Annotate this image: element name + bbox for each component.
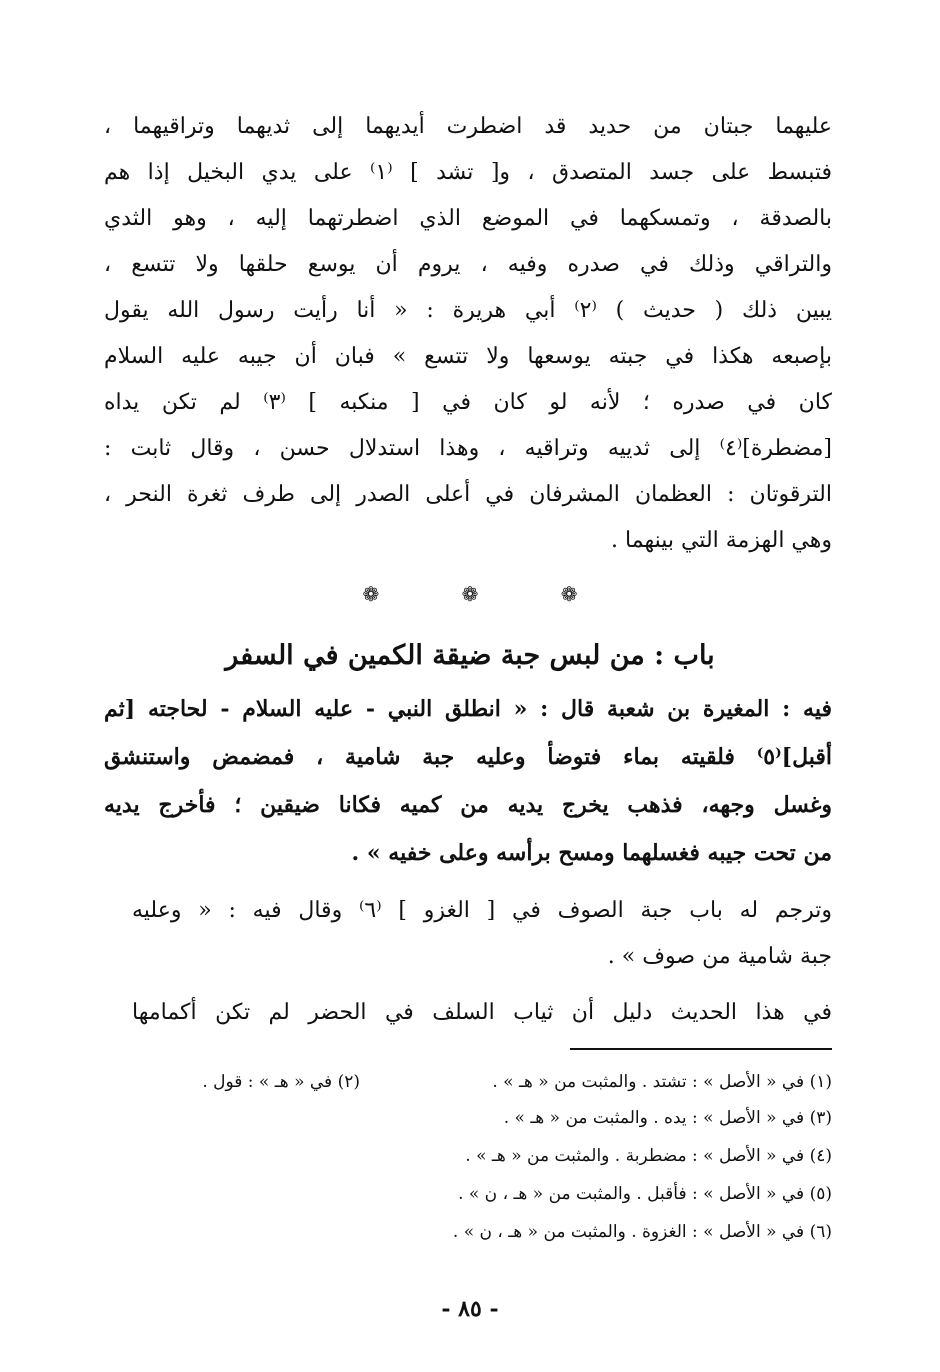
flower-ornament-icon: ❁ — [461, 582, 479, 606]
body-line: فتبسط على جسد المتصدق ، و[ تشد ] ⁽١⁾ على يدي البخيل إذا هم — [104, 160, 832, 185]
body-line: بإصبعه هكذا في جبته يوسعها ولا تتسع » فبان أن جيبه عليه السلام — [104, 344, 832, 369]
body-line: بالصدقة ، وتمسكهما في الموضع الذي اضطرتهما إليه ، وهو الثدي — [104, 206, 832, 231]
footnote: (٦) في « الأصل » : الغزوة . والمثبت من « هـ ، ن » . — [452, 1222, 832, 1242]
footnote: (١) في « الأصل » : تشتد . والمثبت من « هـ » . — [492, 1072, 832, 1092]
body-line: وهي الهزمة التي بينهما . — [611, 528, 832, 553]
body-line: جبة شامية من صوف » . — [607, 944, 832, 969]
footnote: (٣) في « الأصل » : يده . والمثبت من « هـ » . — [503, 1108, 832, 1128]
footnote: (٥) في « الأصل » : فأقبل . والمثبت من « هـ ، ن » . — [458, 1184, 832, 1204]
body-line: عليهما جبتان من حديد قد اضطرت أيديهما إلى ثديهما وتراقيهما ، — [104, 114, 832, 139]
body-line: يبين ذلك ( حديث ) ⁽٢⁾ أبي هريرة : « أنا رأيت رسول الله يقول — [104, 298, 832, 323]
flower-ornament-icon: ❁ — [560, 582, 578, 606]
body-line: والتراقي وذلك في صدره وفيه ، يروم أن يوسع حلقها ولا تتسع ، — [104, 252, 832, 277]
section-title: باب : من لبس جبة ضيقة الكمين في السفر — [225, 640, 715, 671]
section-separator — [0, 582, 940, 606]
flower-ornament-icon: ❁ — [362, 582, 380, 606]
footnote: (٤) في « الأصل » : مضطربة . والمثبت من « هـ » . — [465, 1146, 832, 1166]
hadith-line: من تحت جيبه فغسلهما ومسح برأسه وعلى خفيه » . — [351, 840, 832, 866]
body-line: وترجم له باب جبة الصوف في [ الغزو ] ⁽٦⁾ وقال فيه : « وعليه — [132, 898, 832, 923]
body-line: كان في صدره ؛ لأنه لو كان في [ منكبه ] ⁽٣⁾ لم تكن يداه — [104, 390, 833, 415]
footnote-rule — [570, 1048, 832, 1050]
footnote: (٢) في « هـ » : قول . — [202, 1072, 360, 1092]
hadith-line: وغسل وجهه، فذهب يخرج يديه من كميه فكانا ضيقين ؛ فأخرج يديه — [104, 792, 832, 818]
body-line: في هذا الحديث دليل أن ثياب السلف في الحضر لم تكن أكمامها — [132, 1000, 832, 1025]
page-number: - ٨٥ - — [441, 1296, 499, 1322]
hadith-line: أقبل]⁽٥⁾ فلقيته بماء فتوضأ وعليه جبة شامية ، فمضمض واستنشق — [104, 744, 832, 770]
body-line: [مضطرة]⁽٤⁾ إلى ثدييه وتراقيه ، وهذا استدلال حسن ، وقال ثابت : — [104, 436, 832, 461]
body-line: الترقوتان : العظمان المشرفان في أعلى الصدر إلى طرف ثغرة النحر ، — [104, 482, 833, 507]
hadith-line: فيه : المغيرة بن شعبة قال : « انطلق النبي - عليه السلام - لحاجته [ثم — [104, 696, 832, 722]
